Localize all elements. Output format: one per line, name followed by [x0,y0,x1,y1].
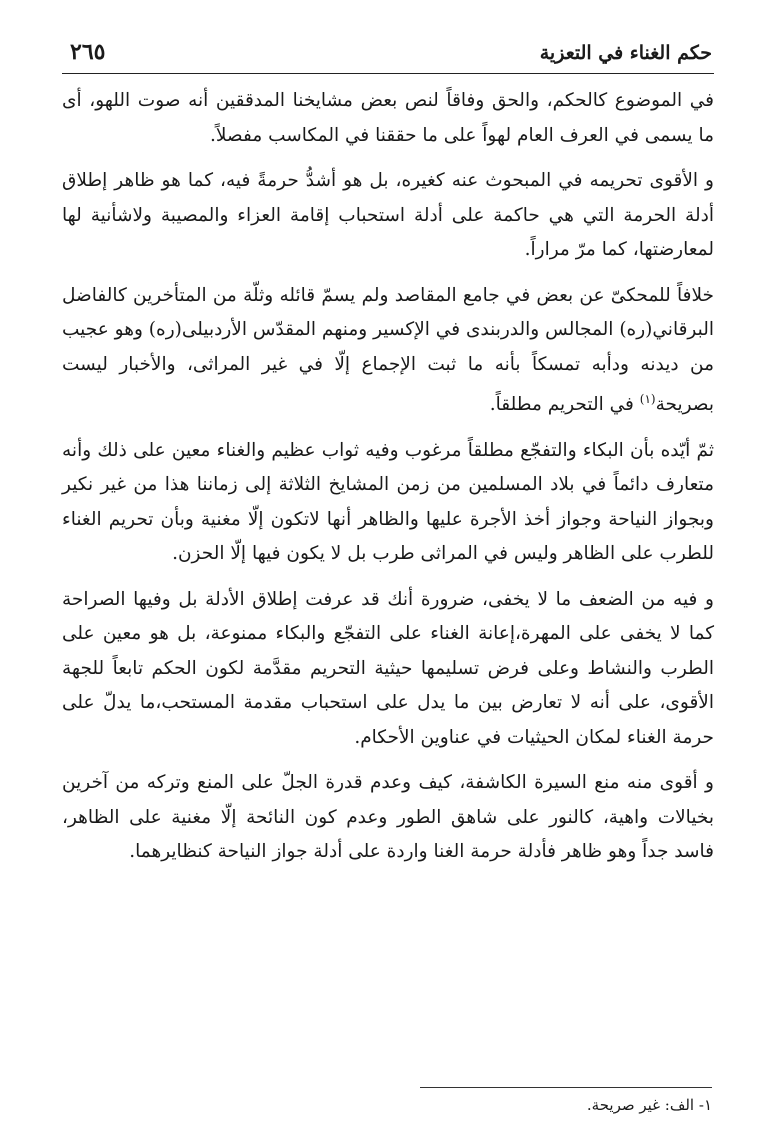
paragraph: و فيه من الضعف ما لا يخفى، ضرورة أنك قد عرفت إطلاق الأدلة بل وفيها الصراحة كما لا يخفى على المهرة،إعانة الغناء على التفجّع والبكاء ممنوعة، بل هو معين على الطرب والنشاط وعلى فرض تسليمها حيثية التحريم مقدَّمة لكون الحكم تابعاً للجهة الأقوى، على أنه لا تعارض بين ما يدل على استحباب مقدمة المستحب،ما يدلّ على حرمة الغناء لمكان الحيثيات في عناوين الأحكام. [62,588,714,748]
paragraph: ثمّ أيّده بأن البكاء والتفجّع مطلقاً مرغوب وفيه ثواب عظيم والغناء معين على ذلك وأنه متعارف دائماً في بلاد المسلمين من زمن المشايخ الثلاثة إلى زماننا هذا من غير نكير وبجواز النياحة وجواز أخذ الأجرة عليها والظاهر أنها لاتكون إلّا مغنية وبأن تحريم الغناء للطرب على الظاهر وليس في المراثى طرب بل لا يكون فيها إلّا الحزن. [62,439,714,565]
paragraph-with-footnote-ref [62,279,714,423]
footnote-reference: (١) [639,392,656,406]
paragraph-text: في التحريم مطلقاً. [489,394,640,416]
paragraph-text: خلافاً للمحكىّ عن بعض في جامع المقاصد ولم يسمّ قائله وثلّة من المتأخرين كالفاضل البرقاني(ره) المجالس والدربندى في الإكسير ومنهم المقدّس الأردبيلى(ره) وهو عجيب من ديدنه ودأبه تمسكاً بأنه ما ثبت الإجماع إلّا في غير المراثى، والأخبار ليست بصريحة [62,284,714,416]
paragraph: و الأقوى تحريمه في المبحوث عنه كغيره، بل هو أشدُّ حرمةً فيه، كما هو ظاهر إطلاق أدلة الحرمة التي هي حاكمة على أدلة استحباب إقامة العزاء والمصيبة ولاشأنية لها لمعارضتها، كما مرّ مراراً. [62,170,714,260]
paragraph: و أقوى منه منع السيرة الكاشفة، كيف وعدم قدرة الجلّ على المنع وتركه من آخرين بخيالات واهية، كالنور على شاهق الطور وعدم كون النائحة إلّا مغنية على الظاهر، فاسد جداً وهو ظاهر فأدلة حرمة الغنا واردة على أدلة جواز النياحة كنظايرهما. [62,772,714,863]
footnote-divider [420,1087,712,1088]
footnote: ١- الف: غير صريحة. [586,1096,712,1114]
page-number: ٢٦٥ [70,39,106,65]
paragraph: في الموضوع كالحكم، والحق وفاقاً لنص بعض مشايخنا المدققين أنه صوت اللهو، أى ما يسمى في العرف العام لهواً على ما حققنا في المكاسب مفصلاً. [62,90,714,146]
main-text [62,84,714,881]
running-title: حكم الغناء في التعزية [539,42,712,64]
header-divider [62,73,714,74]
page-header [62,30,714,72]
